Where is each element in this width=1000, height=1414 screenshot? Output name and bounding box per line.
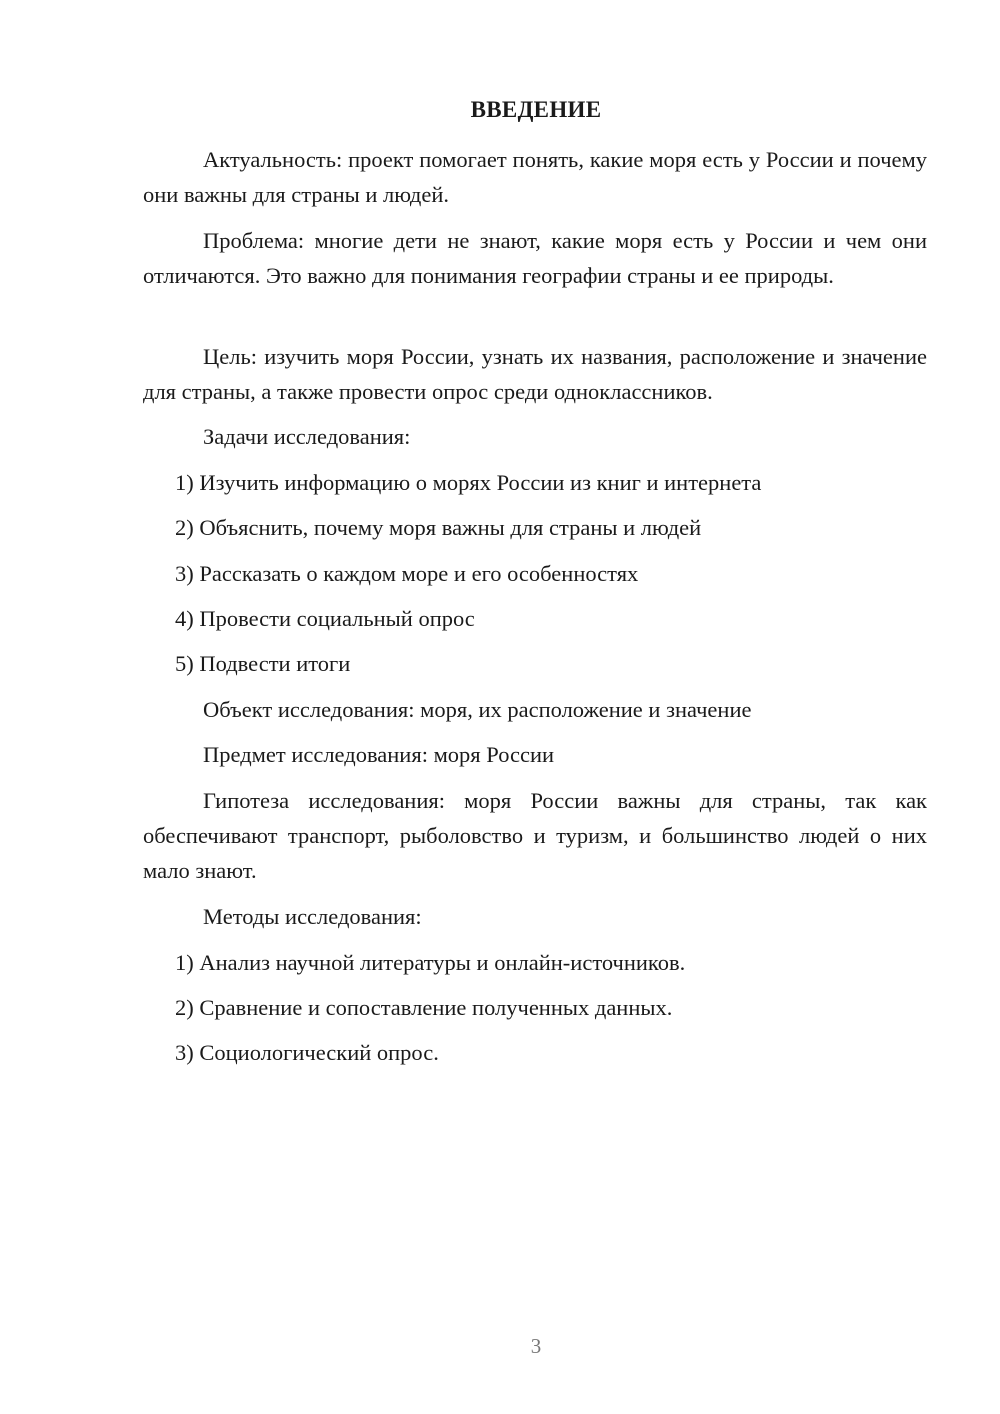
object-line: Объект исследования: моря, их расположение и значение [203,697,752,722]
task-item: 2) Объяснить, почему моря важны для страны и людей [175,515,702,540]
hypothesis-paragraph: Гипотеза исследования: моря России важны для страны, так как обеспечивают транспорт, рыболовство и туризм, и большинство людей о них мало знают. [143,788,927,883]
methods-label: Методы исследования: [203,904,422,929]
relevance-paragraph: Актуальность: проект помогает понять, какие моря есть у России и почему они важны для страны и людей. [143,147,927,207]
subject-line: Предмет исследования: моря России [203,742,555,767]
task-item: 1) Изучить информацию о морях России из книг и интернета [175,470,762,495]
problem-paragraph: Проблема: многие дети не знают, какие моря есть у России и чем они отличаются. Это важно для понимания географии страны и ее природы. [143,228,927,288]
task-item: 3) Рассказать о каждом море и его особенностях [175,561,639,586]
section-heading: ВВЕДЕНИЕ [470,97,602,122]
task-item: 5) Подвести итоги [175,651,351,676]
method-item: 3) Социологический опрос. [175,1040,439,1065]
page-number: 3 [530,1334,542,1358]
goal-paragraph: Цель: изучить моря России, узнать их названия, расположение и значение для страны, а также провести опрос среди одноклассников. [143,344,927,404]
tasks-label: Задачи исследования: [203,424,411,449]
task-item: 4) Провести социальный опрос [175,606,475,631]
method-item: 1) Анализ научной литературы и онлайн-источников. [175,950,686,975]
method-item: 2) Сравнение и сопоставление полученных данных. [175,995,673,1020]
